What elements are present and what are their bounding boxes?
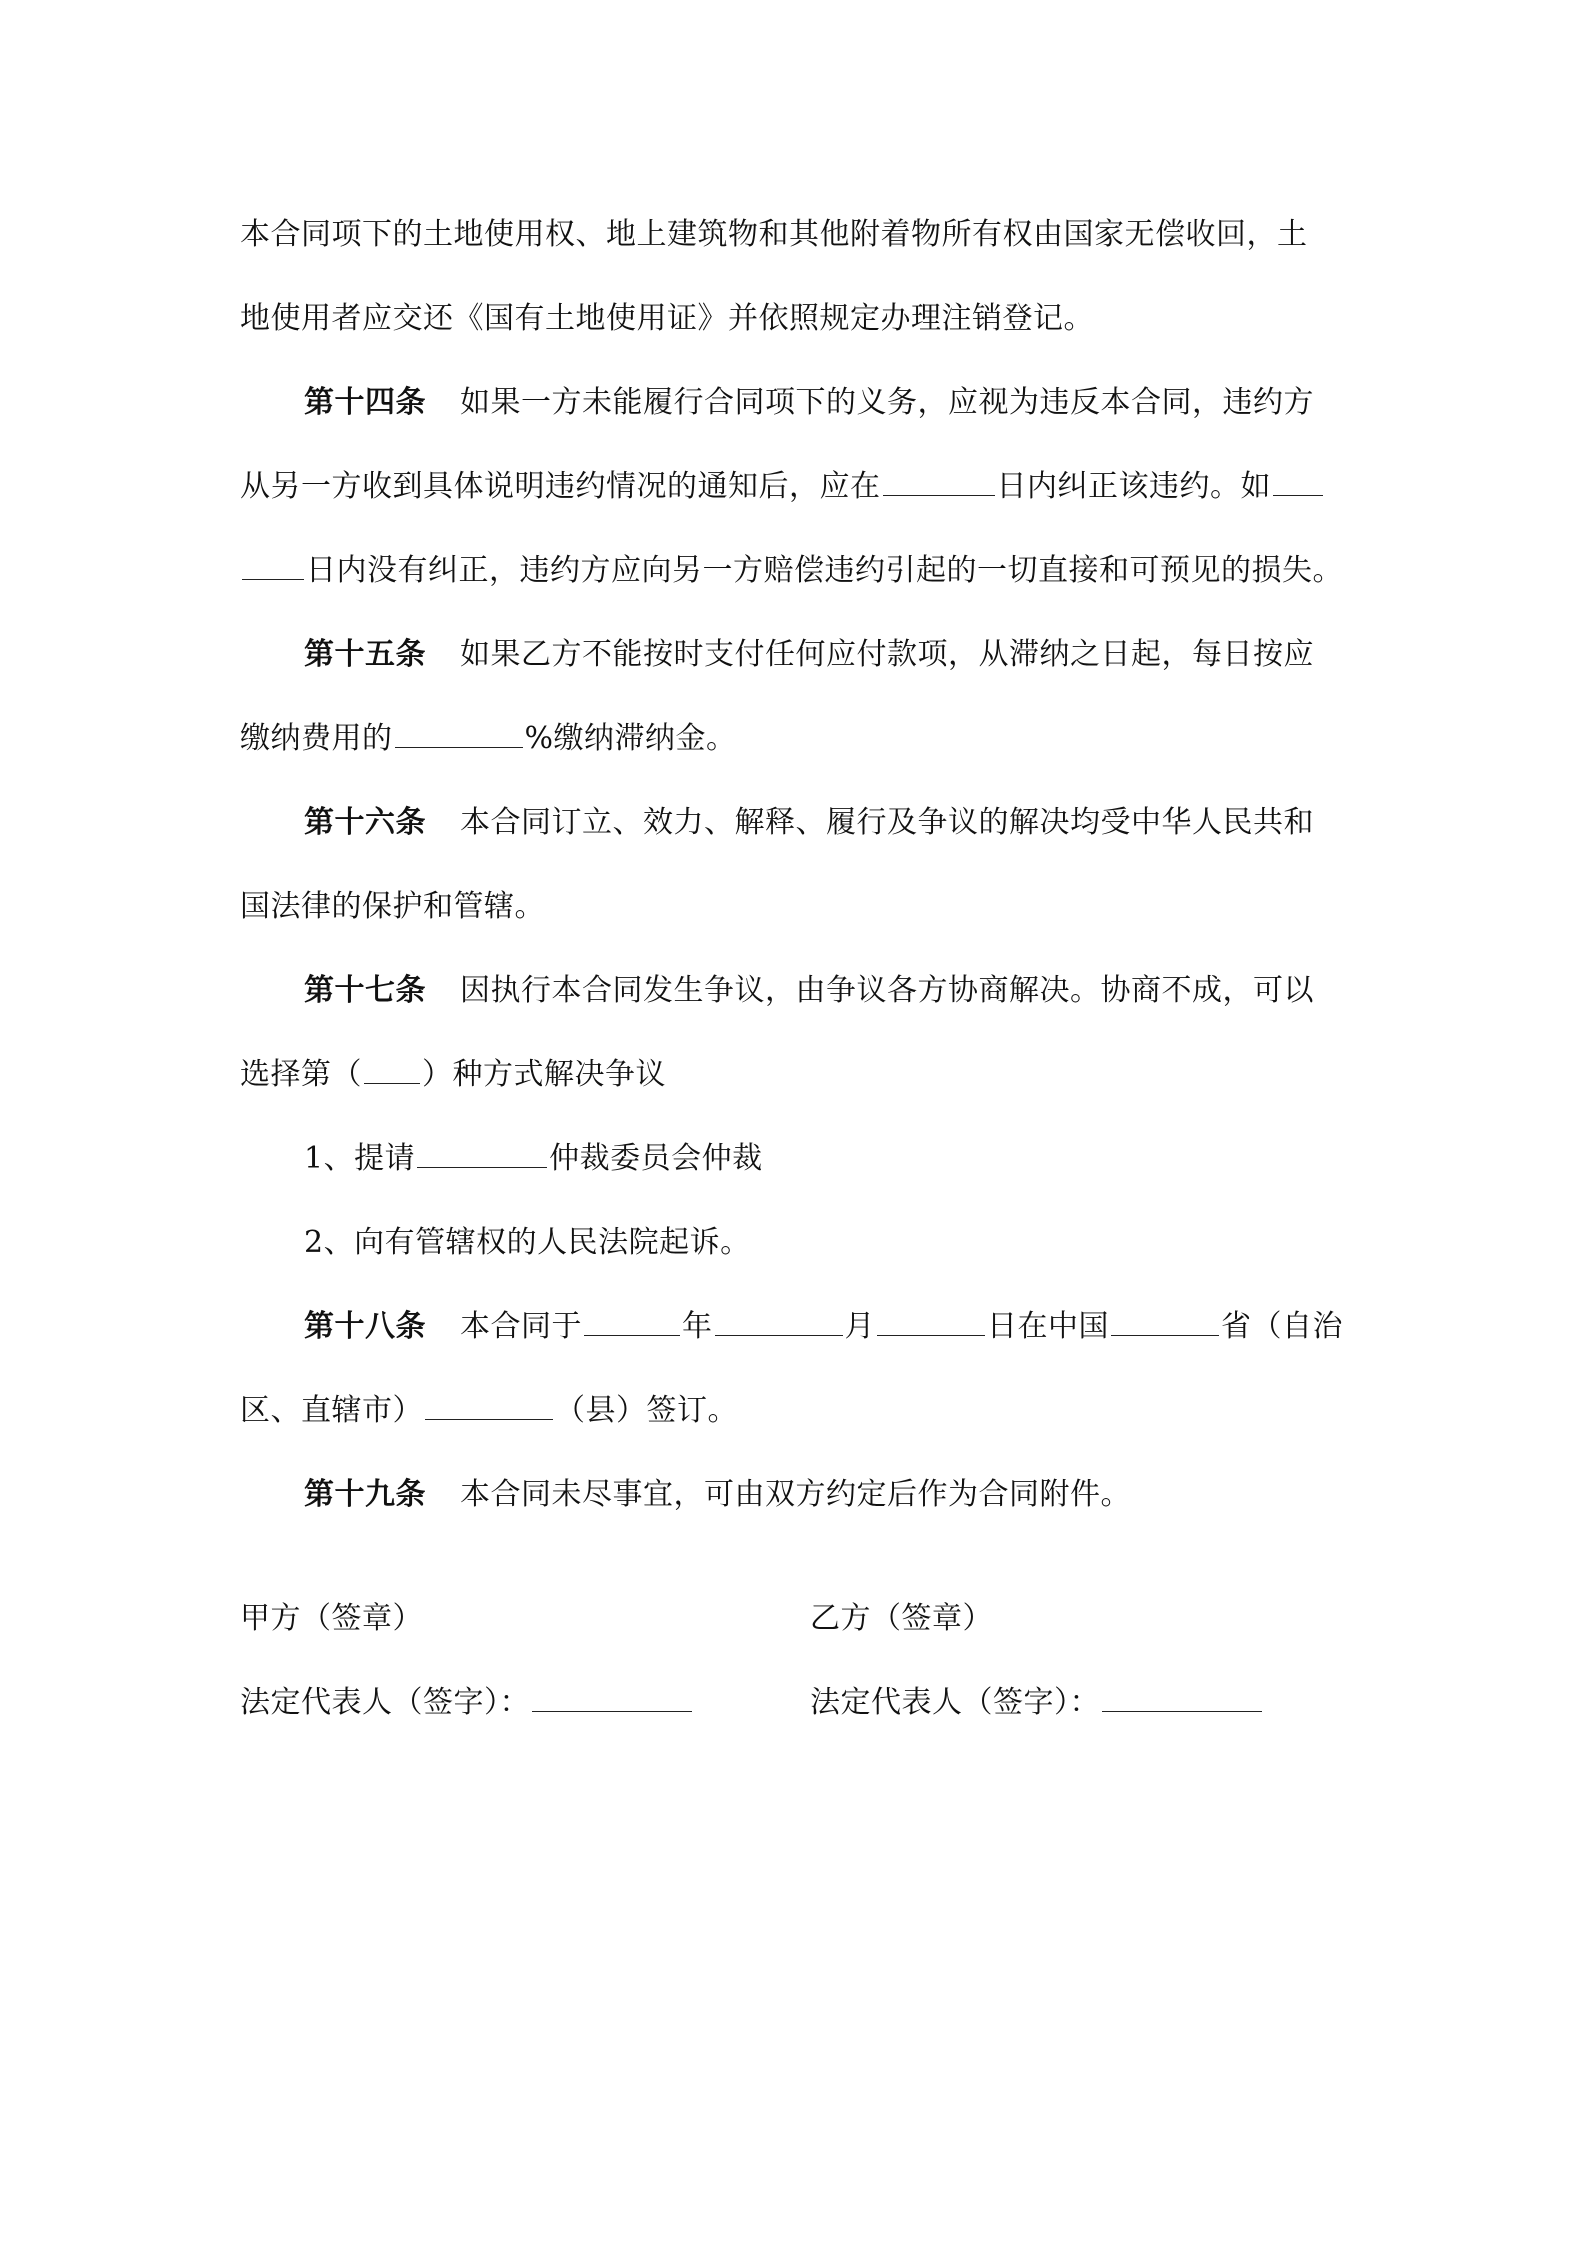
percentage-blank[interactable] xyxy=(395,746,523,748)
article-17-text-1: 因执行本合同发生争议，由争议各方协商解决。协商不成，可以 xyxy=(460,973,1314,1008)
arbitration-commission-blank[interactable] xyxy=(417,1166,547,1168)
article-15-line-2 xyxy=(240,709,1360,793)
article-15-text-1: 如果乙方不能按时支付任何应付款项，从滞纳之日起，每日按应 xyxy=(460,637,1314,672)
article-14-line-2 xyxy=(240,457,1360,541)
party-b-signature-blank[interactable] xyxy=(1102,1710,1262,1712)
day-label: 日在中国 xyxy=(987,1309,1109,1344)
days-blank-2-start[interactable] xyxy=(1273,494,1323,496)
article-16-line-2 xyxy=(240,877,1360,961)
spacer xyxy=(240,1549,1360,1589)
month-label: 月 xyxy=(844,1309,875,1344)
article-14 xyxy=(240,373,1360,457)
signature-party-row xyxy=(240,1589,1360,1673)
paragraph-line xyxy=(240,205,1360,289)
article-15 xyxy=(240,625,1360,709)
party-b-representative-label: 法定代表人（签字）： xyxy=(810,1685,1100,1720)
article-16 xyxy=(240,793,1360,877)
article-19-heading: 第十九条 xyxy=(304,1477,426,1512)
day-blank[interactable] xyxy=(877,1334,985,1336)
continuation-text-2: 地使用者应交还《国有土地使用证》并依照规定办理注销登记。 xyxy=(240,301,1094,336)
party-b-representative xyxy=(810,1673,1264,1733)
party-a-signature-blank[interactable] xyxy=(532,1710,692,1712)
article-18-heading: 第十八条 xyxy=(304,1309,426,1344)
article-14-line-3 xyxy=(240,541,1360,625)
article-14-heading: 第十四条 xyxy=(304,385,426,420)
article-14-text-3: 日内没有纠正，违约方应向另一方赔偿违约引起的一切直接和可预见的损失。 xyxy=(306,553,1343,588)
article-16-text-1: 本合同订立、效力、解释、履行及争议的解决均受中华人民共和 xyxy=(460,805,1314,840)
county-blank[interactable] xyxy=(425,1418,553,1420)
article-17 xyxy=(240,961,1360,1045)
year-blank[interactable] xyxy=(584,1334,680,1336)
option-1-text-a: 1、提请 xyxy=(304,1141,416,1176)
party-b-seal-label: 乙方（签章） xyxy=(810,1601,993,1636)
article-17-text-2a: 选择第（ xyxy=(240,1057,362,1092)
party-a-representative-label: 法定代表人（签字）： xyxy=(240,1685,530,1720)
article-18 xyxy=(240,1297,1360,1381)
month-blank[interactable] xyxy=(715,1334,843,1336)
article-14-text-1: 如果一方未能履行合同项下的义务，应视为违反本合同，违约方 xyxy=(460,385,1314,420)
days-blank-2-end[interactable] xyxy=(242,578,304,580)
article-18-text-1a: 本合同于 xyxy=(460,1309,582,1344)
article-18-line-2 xyxy=(240,1381,1360,1465)
document-body xyxy=(240,205,1360,1757)
signature-representative-row xyxy=(240,1673,1360,1757)
article-16-text-2: 国法律的保护和管辖。 xyxy=(240,889,545,924)
option-1-text-b: 仲裁委员会仲裁 xyxy=(549,1141,763,1176)
article-17-text-2b: ）种方式解决争议 xyxy=(422,1057,666,1092)
article-15-heading: 第十五条 xyxy=(304,637,426,672)
province-label: 省（自治 xyxy=(1221,1309,1343,1344)
article-19-text-1: 本合同未尽事宜，可由双方约定后作为合同附件。 xyxy=(460,1477,1131,1512)
article-17-option-2 xyxy=(240,1213,1360,1297)
year-label: 年 xyxy=(682,1309,713,1344)
article-16-heading: 第十六条 xyxy=(304,805,426,840)
article-19 xyxy=(240,1465,1360,1549)
party-a-representative xyxy=(240,1673,694,1733)
days-blank[interactable] xyxy=(883,494,995,496)
article-15-text-2b: %缴纳滞纳金。 xyxy=(524,721,737,756)
party-a-seal-label: 甲方（签章） xyxy=(240,1601,423,1636)
article-17-heading: 第十七条 xyxy=(304,973,426,1008)
method-choice-blank[interactable] xyxy=(364,1082,420,1084)
article-18-text-2b: （县）签订。 xyxy=(555,1393,738,1428)
article-14-text-2a: 从另一方收到具体说明违约情况的通知后，应在 xyxy=(240,469,881,504)
paragraph-line xyxy=(240,289,1360,373)
continuation-text-1: 本合同项下的土地使用权、地上建筑物和其他附着物所有权由国家无偿收回，土 xyxy=(240,217,1308,252)
article-17-option-1 xyxy=(240,1129,1360,1213)
article-17-line-2 xyxy=(240,1045,1360,1129)
article-18-text-2a: 区、直辖市） xyxy=(240,1393,423,1428)
article-15-text-2a: 缴纳费用的 xyxy=(240,721,393,756)
province-blank[interactable] xyxy=(1111,1334,1219,1336)
article-14-text-2b: 日内纠正该违约。如 xyxy=(996,469,1271,504)
option-2-text: 2、向有管辖权的人民法院起诉。 xyxy=(304,1225,751,1260)
